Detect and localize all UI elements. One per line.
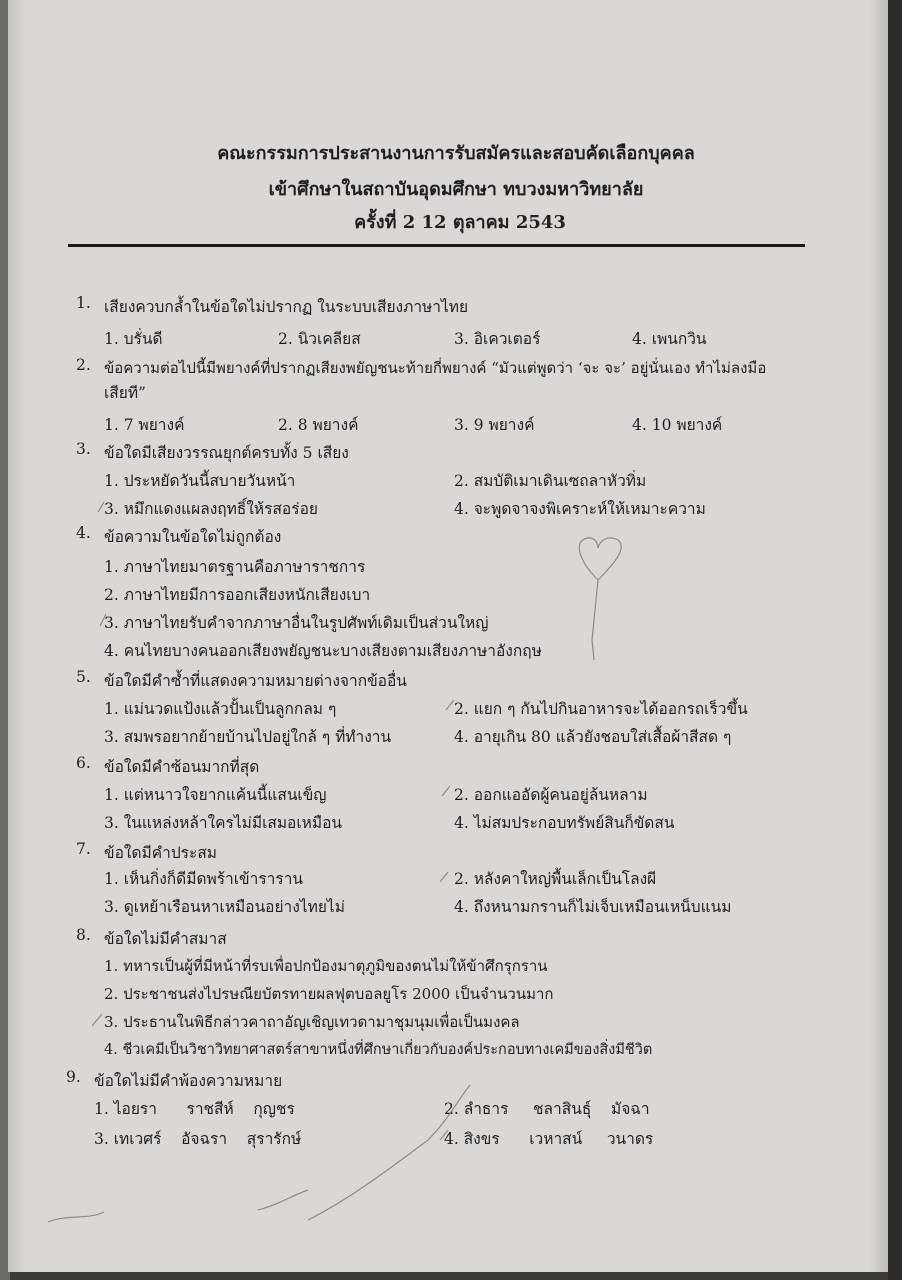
- check-mark: [442, 786, 450, 796]
- question-text: ข้อใดมีคำซ้ำที่แสดงความหมายต่างจากข้ออื่น: [104, 672, 407, 690]
- heart-string: [592, 580, 598, 660]
- exam-page: [8, 0, 888, 1272]
- option: 2. ออกแออัดผู้คนอยู่ล้นหลาม: [454, 786, 648, 804]
- question-text: ข้อใดมีเสียงวรรณยุกต์ครบทั้ง 5 เสียง: [104, 444, 349, 462]
- option: 2. หลังคาใหญ่พื้นเล็กเป็นโลงผี: [454, 870, 657, 888]
- option: 3. ประธานในพิธีกล่าวคาถาอัญเชิญเทวดามาชุมนุมเพื่อเป็นมงคล: [104, 1013, 520, 1031]
- option: 3. ดูเหย้าเรือนหาเหมือนอย่างไทยไม่: [104, 898, 345, 916]
- option: 2. ภาษาไทยมีการออกเสียงหนักเสียงเบา: [104, 586, 371, 604]
- question-number: 3.: [76, 440, 91, 458]
- option: 3. อิเควเตอร์: [454, 330, 541, 348]
- option: 4. จะพูดจาจงพิเคราะห์ให้เหมาะความ: [454, 500, 706, 518]
- option: 1. แม่นวดแป้งแล้วปั้นเป็นลูกกลม ๆ: [104, 700, 337, 718]
- option: 3. หมึกแดงแผลงฤทธิ์ให้รสอร่อย: [104, 500, 318, 518]
- question-text: เสียงควบกล้ำในข้อใดไม่ปรากฏ ในระบบเสียงภาษาไทย: [104, 298, 469, 316]
- option: 1. 7 พยางค์: [104, 416, 185, 434]
- option: 3. ในแหล่งหล้าใครไม่มีเสมอเหมือน: [104, 814, 342, 832]
- option: 1. ทหารเป็นผู้ที่มีหน้าที่รบเพื่อปกป้องมาตุภูมิของตนไม่ให้ข้าศึกรุกราน: [104, 957, 548, 975]
- option: 4. ถึงหนามกรานก็ไม่เจ็บเหมือนเหน็บแนม: [454, 898, 732, 916]
- question-number: 7.: [76, 840, 91, 858]
- option: 1. เห็นกิ่งก็ดีมีดพร้าเข้าราราน: [104, 870, 304, 888]
- option: 1. บรั่นดี: [104, 330, 163, 348]
- question-number: 8.: [76, 926, 91, 944]
- option: 4. อายุเกิน 80 แล้วยังชอบใส่เสื้อผ้าสีสด ๆ: [454, 728, 732, 746]
- question-text: ข้อใดไม่มีคำพ้องความหมาย: [94, 1072, 283, 1090]
- heart-doodle: [579, 538, 621, 580]
- question-number: 4.: [76, 524, 91, 542]
- check-mark: [446, 700, 454, 710]
- option: 4. ชีวเคมีเป็นวิชาวิทยาศาสตร์สาขาหนึ่งที่ศึกษาเกี่ยวกับองค์ประกอบทางเคมีของสิ่งมีชีวิต: [104, 1042, 653, 1058]
- option: 2. สมบัติเมาเดินเซถลาหัวทิ่ม: [454, 472, 647, 490]
- option: 4. 10 พยางค์: [632, 416, 723, 434]
- exam-header-date: ครั้งที่ 2 12 ตุลาคม 2543: [354, 212, 566, 233]
- question-number: 2.: [76, 356, 91, 374]
- question-text: ข้อใดไม่มีคำสมาส: [104, 930, 227, 948]
- option: 1. แต่หนาวใจยากแค้นนี้แสนเข็ญ: [104, 786, 327, 804]
- pencil-marks: [8, 0, 888, 1272]
- question-number: 6.: [76, 754, 91, 772]
- question-text-continued: เสียที”: [104, 384, 146, 402]
- check-mark: [92, 1014, 102, 1026]
- option: 4. คนไทยบางคนออกเสียงพยัญชนะบางเสียงตามเสียงภาษาอังกฤษ: [104, 642, 542, 660]
- question-number: 5.: [76, 668, 91, 686]
- check-mark: [100, 614, 106, 626]
- option: 2. ประชาชนส่งไปรษณียบัตรทายผลฟุตบอลยูโร 2000 เป็นจำนวนมาก: [104, 985, 554, 1003]
- exam-header-institution: เข้าศึกษาในสถาบันอุดมศึกษา ทบวงมหาวิทยาลัย: [268, 179, 644, 200]
- option: 1. ภาษาไทยมาตรฐานคือภาษาราชการ: [104, 558, 366, 576]
- book-right-edge: [888, 0, 902, 1280]
- check-mark: [98, 502, 104, 512]
- check-mark: [440, 872, 448, 882]
- question-text: ข้อความต่อไปนี้มีพยางค์ที่ปรากฏเสียงพยัญชนะท้ายกี่พยางค์ “มัวแต่พูดว่า ‘จะ จะ’ อยู่นั่นเอง ทำไม่ลงมือ: [104, 359, 767, 377]
- option: 3. สมพรอยากย้ายบ้านไปอยู่ใกล้ ๆ ที่ทำงาน: [104, 728, 392, 746]
- exam-header-committee: คณะกรรมการประสานงานการรับสมัครและสอบคัดเลือกบุคคล: [217, 143, 695, 164]
- option: 3. ภาษาไทยรับคำจากภาษาอื่นในรูปศัพท์เดิมเป็นส่วนใหญ่: [104, 614, 489, 632]
- option: 2. 8 พยางค์: [278, 416, 359, 434]
- question-text: ข้อใดมีคำประสม: [104, 844, 217, 862]
- question-number: 9.: [66, 1068, 81, 1086]
- option: 4. สิงขร เวหาสน์ วนาดร: [444, 1130, 654, 1148]
- option: 2. แยก ๆ กันไปกินอาหารจะได้ออกรถเร็วขึ้น: [454, 700, 748, 718]
- question-text: ข้อใดมีคำซ้อนมากที่สุด: [104, 758, 260, 776]
- question-text: ข้อความในข้อใดไม่ถูกต้อง: [104, 528, 282, 546]
- option: 3. เทเวศร์ อัจฉรา สุรารักษ์: [94, 1130, 302, 1148]
- option: 4. ไม่สมประกอบทรัพย์สินก็ขัดสน: [454, 814, 675, 832]
- handwritten-note: [48, 1212, 104, 1222]
- option: 1. ประหยัดวันนี้สบายวันหน้า: [104, 472, 296, 490]
- handwritten-note: [258, 1190, 308, 1210]
- handwritten-note: [308, 1085, 470, 1220]
- option: 4. เพนกวิน: [632, 330, 707, 348]
- option: 2. นิวเคลียส: [278, 330, 361, 348]
- option: 1. ไอยรา ราชสีห์ กุญชร: [94, 1100, 295, 1118]
- check-mark: [440, 1130, 448, 1140]
- option: 2. ลำธาร ชลาสินธุ์ มัจฉา: [444, 1100, 650, 1118]
- question-number: 1.: [76, 294, 91, 312]
- option: 3. 9 พยางค์: [454, 416, 535, 434]
